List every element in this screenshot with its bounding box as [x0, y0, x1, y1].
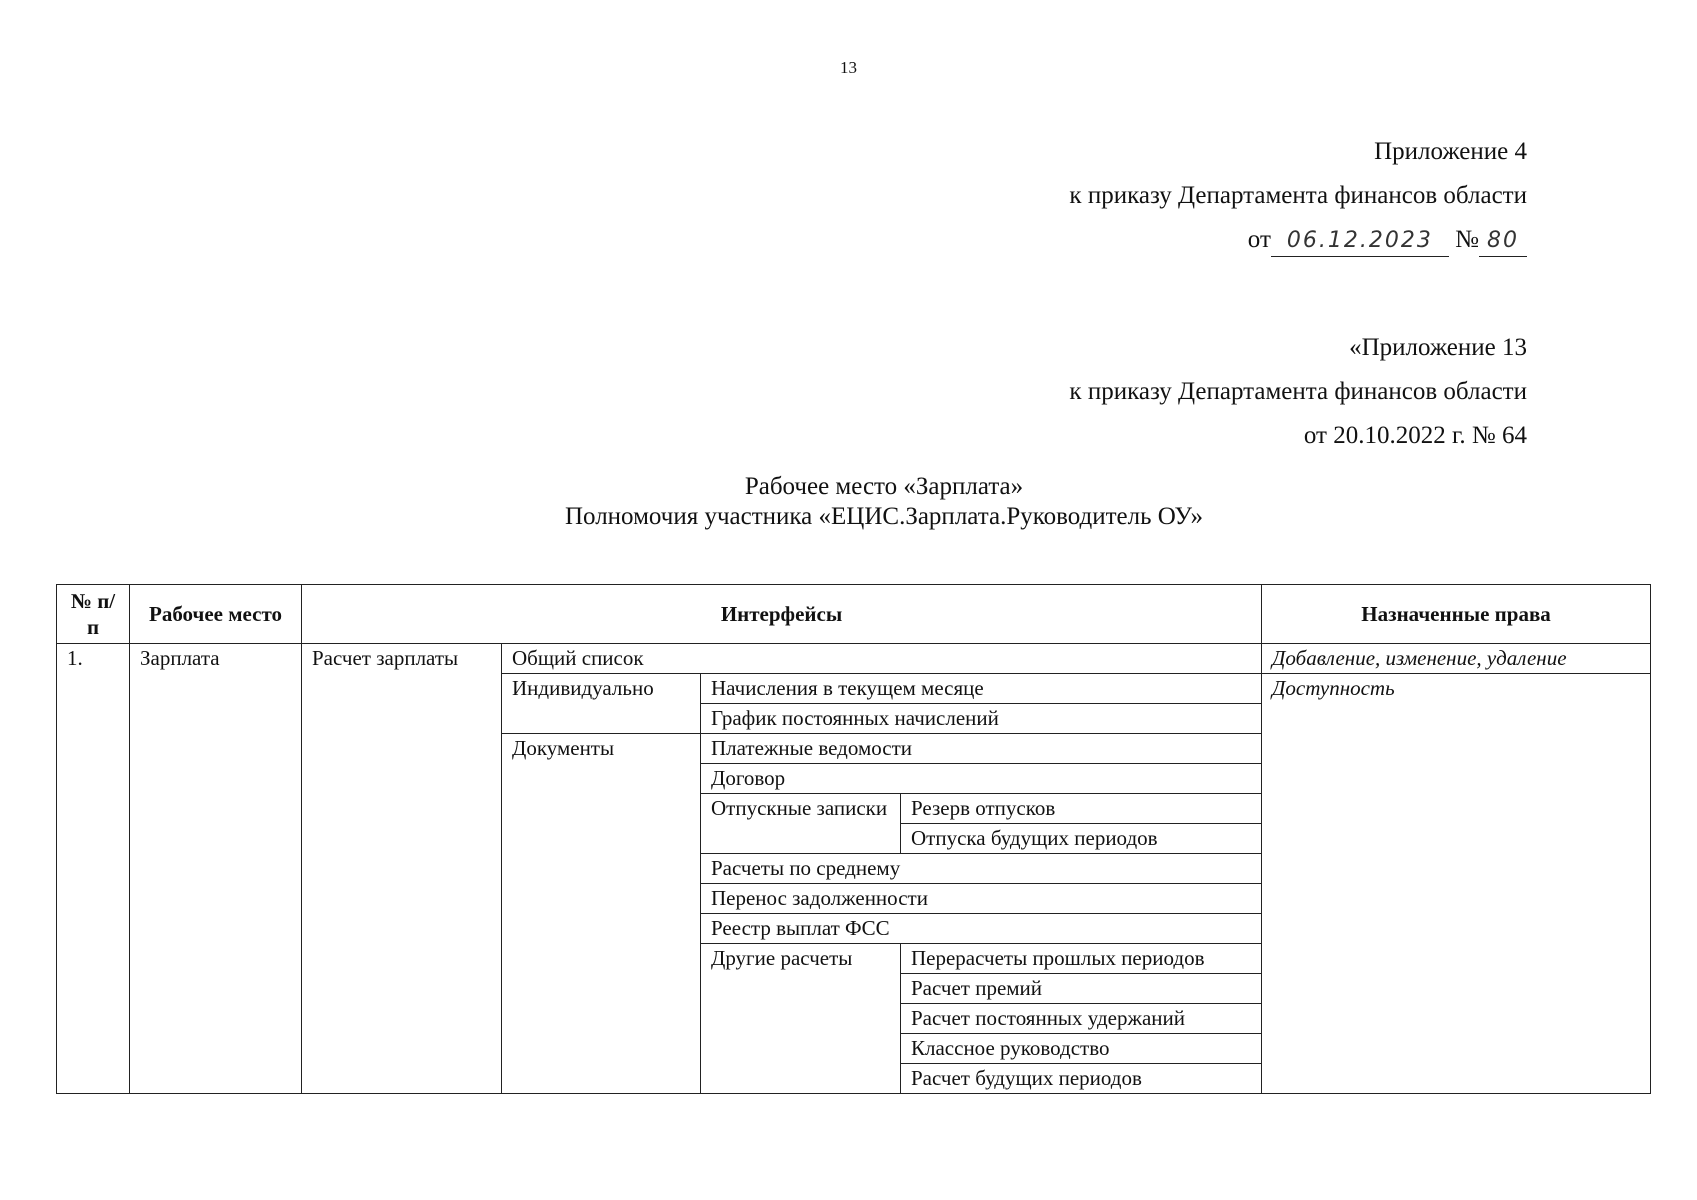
handwritten-date: 06.12.2023: [1271, 226, 1449, 257]
header-num: № п/п: [57, 585, 130, 644]
cell-other-item: Перерасчеты прошлых периодов: [901, 944, 1262, 974]
handwritten-number: 80: [1479, 226, 1527, 257]
cell-vacation-notes: Отпускные записки: [701, 794, 901, 854]
cell-average-calc: Расчеты по среднему: [701, 854, 1262, 884]
appendix-current-title: Приложение 4: [1374, 138, 1527, 165]
cell-payment-sheets: Платежные ведомости: [701, 734, 1262, 764]
cell-other-calc: Другие расчеты: [701, 944, 901, 1094]
cell-individual-item: График постоянных начислений: [701, 704, 1262, 734]
cell-section: Расчет зарплаты: [302, 644, 502, 1094]
rights-table: [56, 584, 1651, 1094]
appendix-original-subtitle: к приказу Департамента финансов области: [1069, 378, 1527, 405]
cell-num: 1.: [57, 644, 130, 1094]
cell-other-item: Расчет постоянных удержаний: [901, 1004, 1262, 1034]
cell-individual: Индивидуально: [502, 674, 701, 734]
page-number: 13: [840, 58, 857, 77]
header-interfaces: Интерфейсы: [302, 585, 1262, 644]
participant-title: Полномочия участника «ЕЦИС.Зарплата.Руководитель ОУ»: [564, 503, 1204, 530]
header-workplace: Рабочее место: [130, 585, 302, 644]
appendix-current-subtitle: к приказу Департамента финансов области: [1069, 182, 1527, 209]
appendix-original-title: «Приложение 13: [1349, 334, 1527, 361]
cell-contract: Договор: [701, 764, 1262, 794]
cell-individual-item: Начисления в текущем месяце: [701, 674, 1262, 704]
number-prefix: №: [1455, 226, 1479, 253]
cell-documents: Документы: [502, 734, 701, 1094]
workplace-title: Рабочее место «Зарплата»: [744, 473, 1024, 500]
cell-other-item: Расчет будущих периодов: [901, 1064, 1262, 1094]
cell-other-item: Расчет премий: [901, 974, 1262, 1004]
appendix-current-date-line: [1069, 222, 1527, 258]
cell-rights-general: Добавление, изменение, удаление: [1262, 644, 1651, 674]
cell-general-list: Общий список: [502, 644, 1262, 674]
appendix-original-date-line: от 20.10.2022 г. № 64: [1303, 422, 1527, 449]
date-prefix: от: [1247, 226, 1271, 253]
header-rights: Назначенные права: [1262, 585, 1651, 644]
cell-vacation-item: Отпуска будущих периодов: [901, 824, 1262, 854]
document-titles: [0, 472, 1697, 532]
cell-debt-transfer: Перенос задолженности: [701, 884, 1262, 914]
table-header-row: [57, 585, 1651, 644]
table-row: [57, 644, 1651, 674]
cell-workplace: Зарплата: [130, 644, 302, 1094]
cell-other-item: Классное руководство: [901, 1034, 1262, 1064]
appendix-original: [1069, 330, 1527, 462]
cell-rights-rest: Доступность: [1262, 674, 1651, 1094]
cell-vacation-item: Резерв отпусков: [901, 794, 1262, 824]
appendix-current: [1069, 134, 1527, 266]
cell-fss-registry: Реестр выплат ФСС: [701, 914, 1262, 944]
